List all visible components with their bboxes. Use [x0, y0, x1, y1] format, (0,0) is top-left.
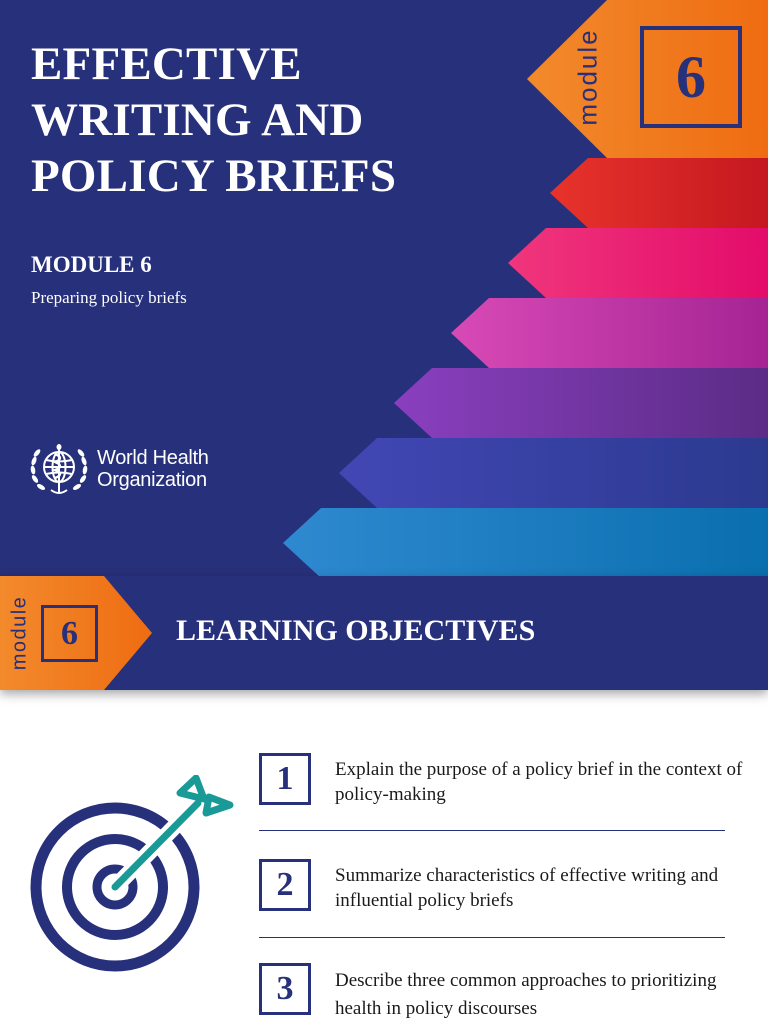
objective-divider — [259, 937, 725, 938]
module-tag-bottom-number: 6 — [41, 605, 98, 662]
cover-subtitle: Preparing policy briefs — [31, 288, 187, 307]
cover-module-heading: MODULE 6 — [31, 252, 152, 277]
objective-text-2: Summarize characteristics of effective writing and influential policy briefs — [335, 865, 719, 911]
decorative-stripe-indigo — [339, 438, 768, 508]
decorative-stripe-blue — [283, 508, 768, 576]
who-emblem-icon — [29, 440, 89, 498]
learning-objectives-title: LEARNING OBJECTIVES — [176, 614, 536, 647]
objective-text-3: Describe three common approaches to prioritizing health in policy discourses — [335, 970, 717, 1019]
module-tag-bottom-label: module — [8, 595, 31, 671]
objective-divider — [259, 830, 725, 831]
cover-title-line-3: POLICY BRIEFS — [31, 150, 397, 202]
who-logo-line-2: Organization — [97, 469, 207, 491]
target-arrow-icon — [30, 775, 235, 975]
module-tag-top-label: module — [572, 28, 603, 126]
who-logo-text — [97, 447, 209, 491]
cover-title — [31, 36, 451, 204]
objective-text-1: Explain the purpose of a policy brief in the context of policy-making — [335, 759, 743, 805]
module-tag-top-number: 6 — [640, 26, 742, 128]
objective-number-3: 3 — [259, 963, 311, 1015]
learning-objectives-banner — [0, 576, 768, 690]
decorative-stripe-pink — [508, 228, 768, 298]
who-logo-line-1: World Health — [97, 447, 209, 469]
decorative-stripe-purple — [394, 368, 768, 438]
objective-number-2: 2 — [259, 859, 311, 911]
cover-title-line-2: WRITING AND — [31, 94, 364, 146]
decorative-stripe-magenta — [451, 298, 768, 368]
decorative-stripe-red — [550, 158, 768, 228]
cover-title-line-1: EFFECTIVE — [31, 38, 302, 90]
who-logo — [29, 440, 209, 498]
objective-number-1: 1 — [259, 753, 311, 805]
